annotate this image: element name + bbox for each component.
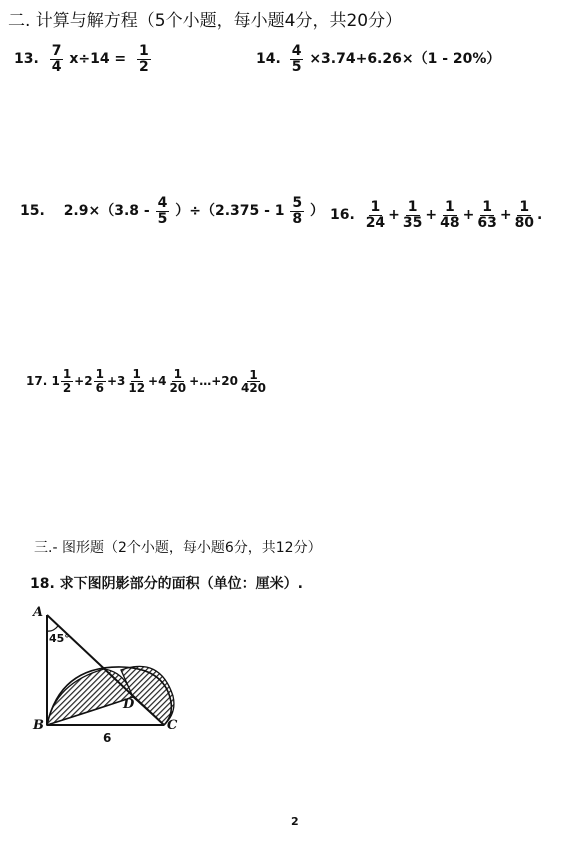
fraction: $\frac{4}{5}$ [157, 195, 168, 227]
problem-17 [26, 368, 269, 395]
problem-14-expression: ×3.74+6.26×（1 - 20%） [309, 51, 501, 68]
fraction: $\frac{1}{2}$ [62, 367, 72, 395]
page-number: 2 [291, 815, 299, 828]
plus-sign: + [462, 207, 475, 224]
problem-14 [256, 44, 500, 74]
problem-16-number: 16. [330, 207, 355, 224]
fraction: $\frac{1}{48}$ [440, 199, 460, 231]
mixed-number: +4 $\frac{1}{20}$ [148, 367, 187, 395]
problem-13-expression: x÷14 = [69, 51, 127, 68]
label-D: D [123, 697, 135, 712]
problem-15-number: 15. [20, 203, 45, 220]
mixed-number: +3 $\frac{1}{12}$ [106, 367, 146, 395]
plus-sign: + [425, 207, 438, 224]
fraction: $\frac{1}{24}$ [365, 199, 386, 231]
problem-14-number: 14. [256, 51, 281, 68]
problem-15 [20, 196, 324, 226]
period: . [537, 207, 543, 224]
fraction: $\frac{1}{80}$ [514, 199, 535, 231]
fraction: $\frac{1}{35}$ [402, 199, 423, 231]
plus-sign: + [388, 207, 400, 224]
label-A: A [33, 605, 44, 620]
angle-arc [47, 626, 58, 631]
section-2-title: 二. 计算与解方程（5个小题，每小题4分，共20分） [8, 11, 403, 31]
plus-sign: + [499, 207, 512, 224]
problem-13-number: 13. [14, 51, 39, 68]
fraction: $\frac{1}{20}$ [169, 367, 187, 395]
fraction: $\frac{4}{5}$ [291, 43, 302, 75]
label-base-length: 6 [103, 731, 112, 745]
shaded-region-left [47, 669, 133, 725]
label-C: C [167, 718, 178, 733]
label-angle: 45° [49, 632, 70, 645]
geometry-figure [25, 598, 215, 748]
problem-17-number: 17. [26, 374, 48, 389]
problem-15-part-c: ） [310, 203, 325, 220]
mixed-number: +2 $\frac{1}{6}$ [74, 367, 104, 395]
mixed-number: 1 $\frac{1}{2}$ [51, 367, 72, 395]
ellipsis-term: +…+20 [189, 374, 238, 389]
fraction: $\frac{5}{8}$ [292, 195, 303, 227]
problem-18-text: 18. 求下图阴影部分的面积（单位：厘米）. [30, 576, 303, 592]
problem-15-part-a: 2.9×（3.8 - [63, 203, 150, 220]
problem-16 [330, 200, 542, 230]
problem-15-part-b: ）÷（2.375 - 1 [175, 203, 285, 220]
fraction: $\frac{1}{2}$ [139, 43, 149, 75]
fraction: $\frac{1}{6}$ [95, 367, 104, 395]
label-B: B [33, 718, 44, 733]
section-3-title: 三.- 图形题（2个小题，每小题6分，共12分） [34, 540, 322, 556]
problem-13 [14, 44, 152, 74]
fraction: $\frac{1}{12}$ [128, 367, 146, 395]
fraction: $\frac{1}{420}$ [240, 367, 267, 396]
fraction: $\frac{1}{63}$ [477, 199, 497, 231]
fraction: $\frac{7}{4}$ [51, 43, 62, 75]
